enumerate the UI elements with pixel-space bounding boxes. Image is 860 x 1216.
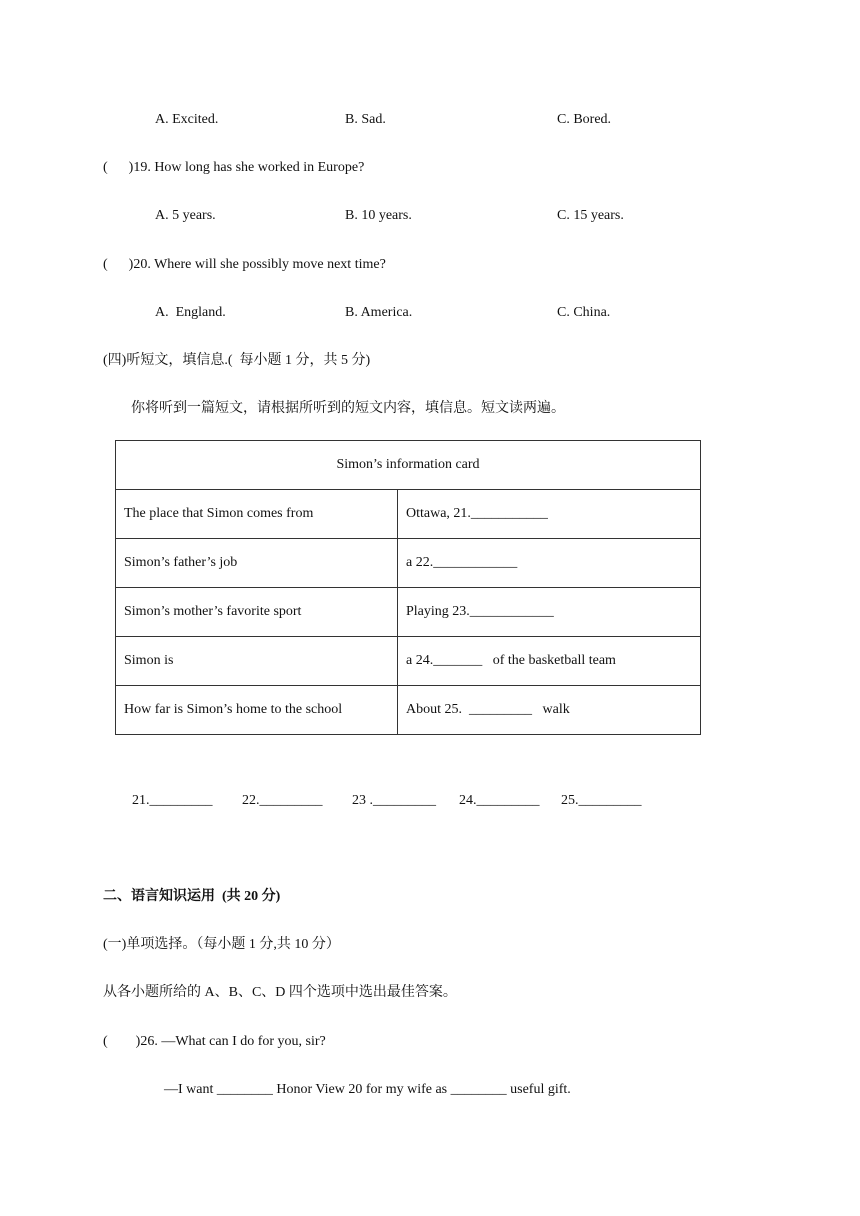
answer-blank-23[interactable]: 23 ._________ [352,793,436,808]
table-row [116,686,701,735]
table-row [116,637,701,686]
q18-option-b: B. Sad. [345,112,386,127]
q19-option-c: C. 15 years. [557,208,624,223]
part2-sub-heading: (一)单项选择。（每小题 1 分,共 10 分） [103,937,340,952]
row-value: About 25. _________ walk [398,686,701,735]
table-row [116,441,701,490]
info-card-title: Simon’s information card [116,441,701,490]
row-label: The place that Simon comes from [116,490,398,539]
q20-stem: ( )20. Where will she possibly move next time? [103,257,386,272]
row-label: How far is Simon’s home to the school [116,686,398,735]
row-label: Simon’s father’s job [116,539,398,588]
q26-line2: —I want ________ Honor View 20 for my wife as ________ useful gift. [164,1082,571,1097]
q20-option-b: B. America. [345,305,413,320]
row-value: Ottawa, 21.___________ [398,490,701,539]
q18-option-c: C. Bored. [557,112,612,127]
part2-heading: 二、语言知识运用 (共 20 分) [103,889,281,904]
answer-blank-25[interactable]: 25._________ [561,793,642,808]
answer-blank-21[interactable]: 21._________ [132,793,213,808]
section4-heading: (四)听短文，填信息.( 每小题 1 分，共 5 分) [103,353,371,368]
answer-blank-24[interactable]: 24._________ [459,793,540,808]
row-value: a 22.____________ [398,539,701,588]
q19-stem: ( )19. How long has she worked in Europe? [103,160,365,175]
row-value: Playing 23.____________ [398,588,701,637]
q19-option-b: B. 10 years. [345,208,412,223]
q20-option-c: C. China. [557,305,611,320]
row-label: Simon’s mother’s favorite sport [116,588,398,637]
table-row [116,588,701,637]
table-row [116,539,701,588]
answer-blank-22[interactable]: 22._________ [242,793,323,808]
info-card-table [115,440,701,735]
row-value: a 24._______ of the basketball team [398,637,701,686]
q19-option-a: A. 5 years. [155,208,216,223]
part2-instruction: 从各小题所给的 A、B、C、D 四个选项中选出最佳答案。 [103,985,457,1000]
q26-stem: ( )26. —What can I do for you, sir? [103,1034,326,1049]
q18-option-a: A. Excited. [155,112,219,127]
row-label: Simon is [116,637,398,686]
q20-option-a: A. England. [155,305,226,320]
section4-instruction: 你将听到一篇短文，请根据所听到的短文内容，填信息。短文读两遍。 [131,401,565,416]
table-row [116,490,701,539]
